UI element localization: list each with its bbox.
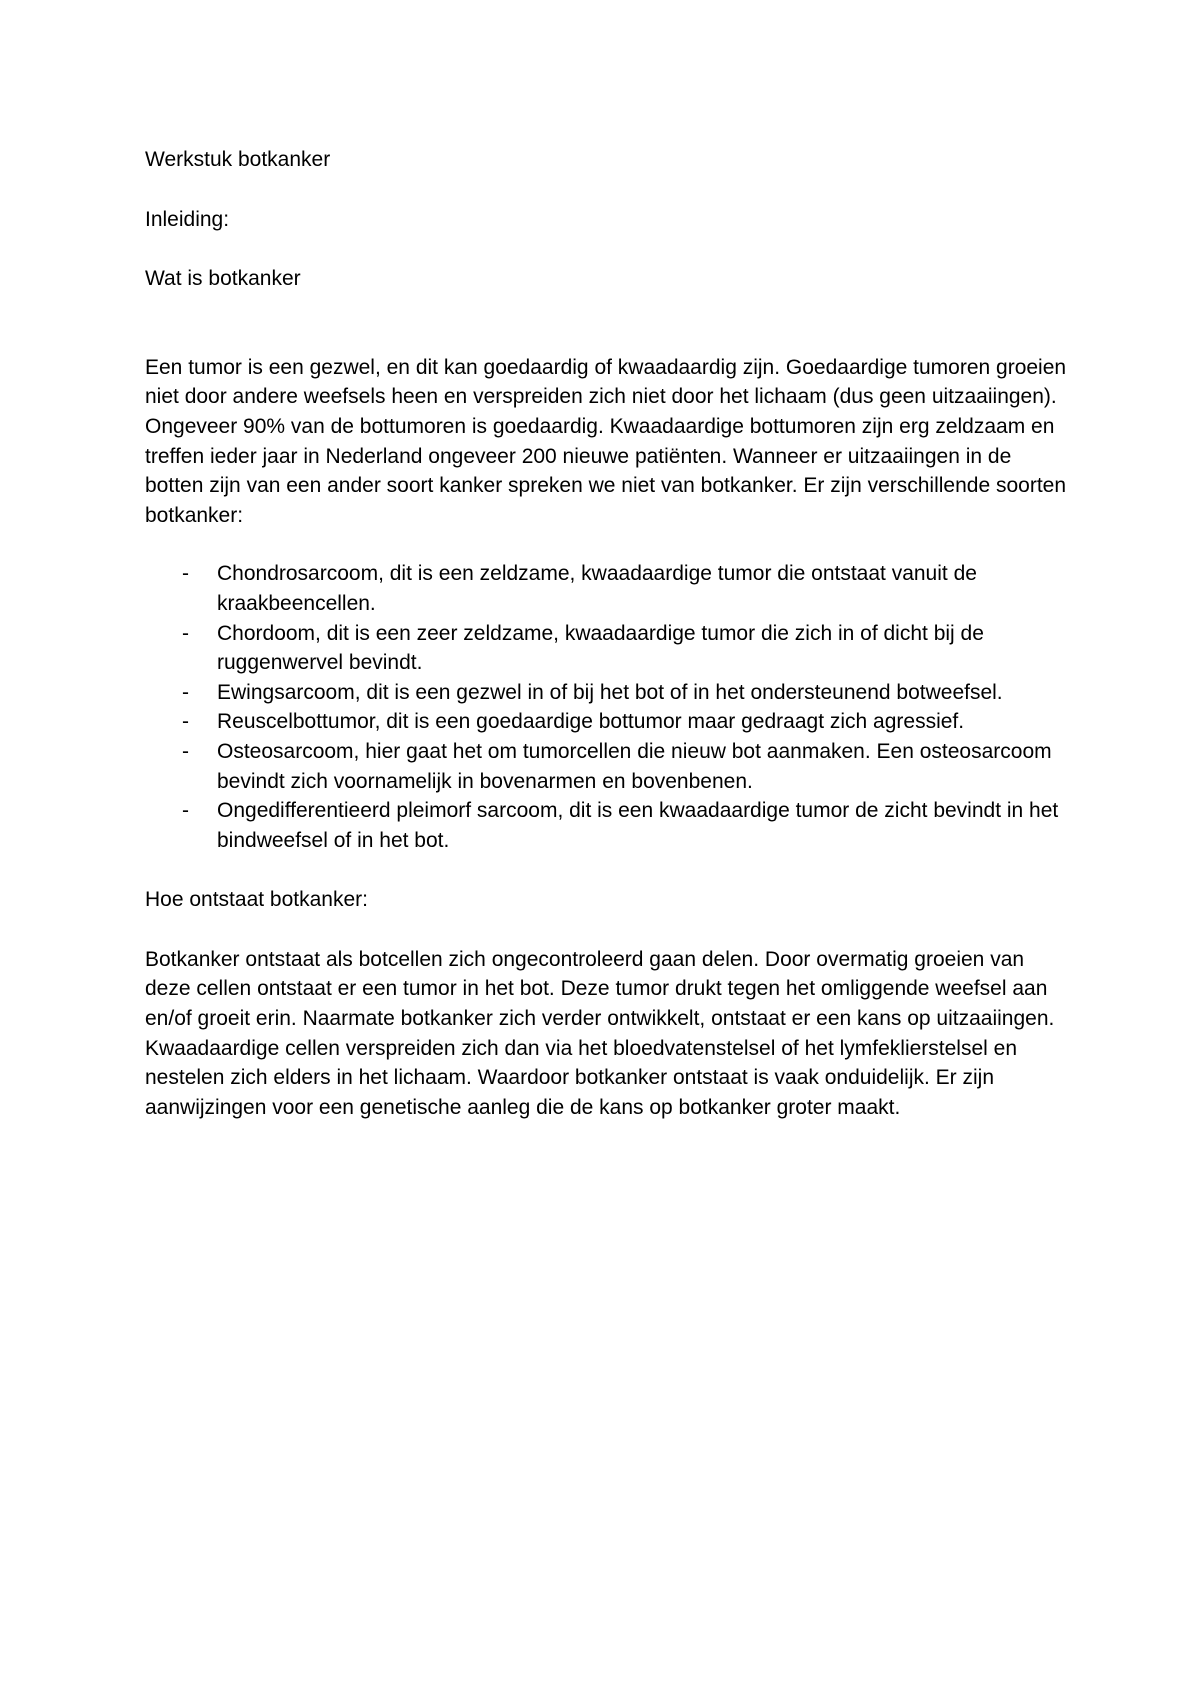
list-item-text: Ewingsarcoom, dit is een gezwel in of bij het bot of in het ondersteunend botweefsel. (217, 680, 1003, 704)
paragraph-development: Botkanker ontstaat als botcellen zich ongecontroleerd gaan delen. Door overmatig groeien van deze cellen ontstaat er een tumor in het bot. Deze tumor drukt tegen het omliggende weefsel aan en/of groeit erin. Naarmate botkanker zich verder ontwikkelt, ontstaat er een kans op uitzaaiingen. Kwaadaardige cellen verspreiden zich dan via het bloedvatenstelsel of het lymfeklierstelsel en nestelen zich elders in het lichaam. Waardoor botkanker ontstaat is vaak onduidelijk. Er zijn aanwijzingen voor een genetische aanleg die de kans op botkanker groter maakt. (145, 947, 1055, 1119)
list-item (145, 707, 1075, 737)
document-body (145, 145, 1075, 1122)
heading-how-it-develops: Hoe ontstaat botkanker: (145, 888, 368, 912)
list-dash-marker: - (182, 562, 189, 586)
list-item (145, 678, 1075, 708)
list-dash-marker: - (182, 739, 189, 763)
list-dash-marker: - (182, 710, 189, 734)
list-item-text: Chondrosarcoom, dit is een zeldzame, kwaadaardige tumor die ontstaat vanuit de kraakbeencellen. (217, 562, 977, 615)
list-item (145, 796, 1075, 855)
list-item (145, 619, 1075, 678)
list-item-text: Chordoom, dit is een zeer zeldzame, kwaadaardige tumor die zich in of dicht bij de ruggenwervel bevindt. (217, 621, 984, 675)
list-dash-marker: - (182, 680, 189, 704)
list-item (145, 559, 1075, 618)
document-title: Werkstuk botkanker (145, 148, 331, 171)
heading-what-is-bone-cancer: Wat is botkanker (145, 267, 301, 291)
list-dash-marker: - (182, 799, 189, 823)
list-dash-marker: - (182, 621, 189, 645)
heading-introduction: Inleiding: (145, 207, 230, 231)
bone-cancer-types-list (145, 559, 1075, 855)
paragraph-definition: Een tumor is een gezwel, en dit kan goedaardig of kwaadaardig zijn. Goedaardige tumoren groeien niet door andere weefsels heen en verspreiden zich niet door het lichaam (dus geen uitzaaiingen). Ongeveer 90% van de bottumoren is goedaardig. Kwaadaardige bottumoren zijn erg zeldzaam en treffen ieder jaar in Nederland ongeveer 200 nieuwe patiënten. Wanneer er uitzaaiingen in de botten zijn van een ander soort kanker spreken we niet van botkanker. Er zijn verschillende soorten botkanker: (145, 355, 1067, 527)
list-item (145, 737, 1075, 796)
list-item-text: Reuscelbottumor, dit is een goedaardige bottumor maar gedraagt zich agressief. (217, 710, 965, 734)
list-item-text: Ongedifferentieerd pleimorf sarcoom, dit is een kwaadaardige tumor de zicht bevindt in het bindweefsel of in het bot. (217, 799, 1059, 852)
list-item-text: Osteosarcoom, hier gaat het om tumorcellen die nieuw bot aanmaken. Een osteosarcoom bevindt zich voornamelijk in bovenarmen en bovenbenen. (217, 739, 1052, 793)
